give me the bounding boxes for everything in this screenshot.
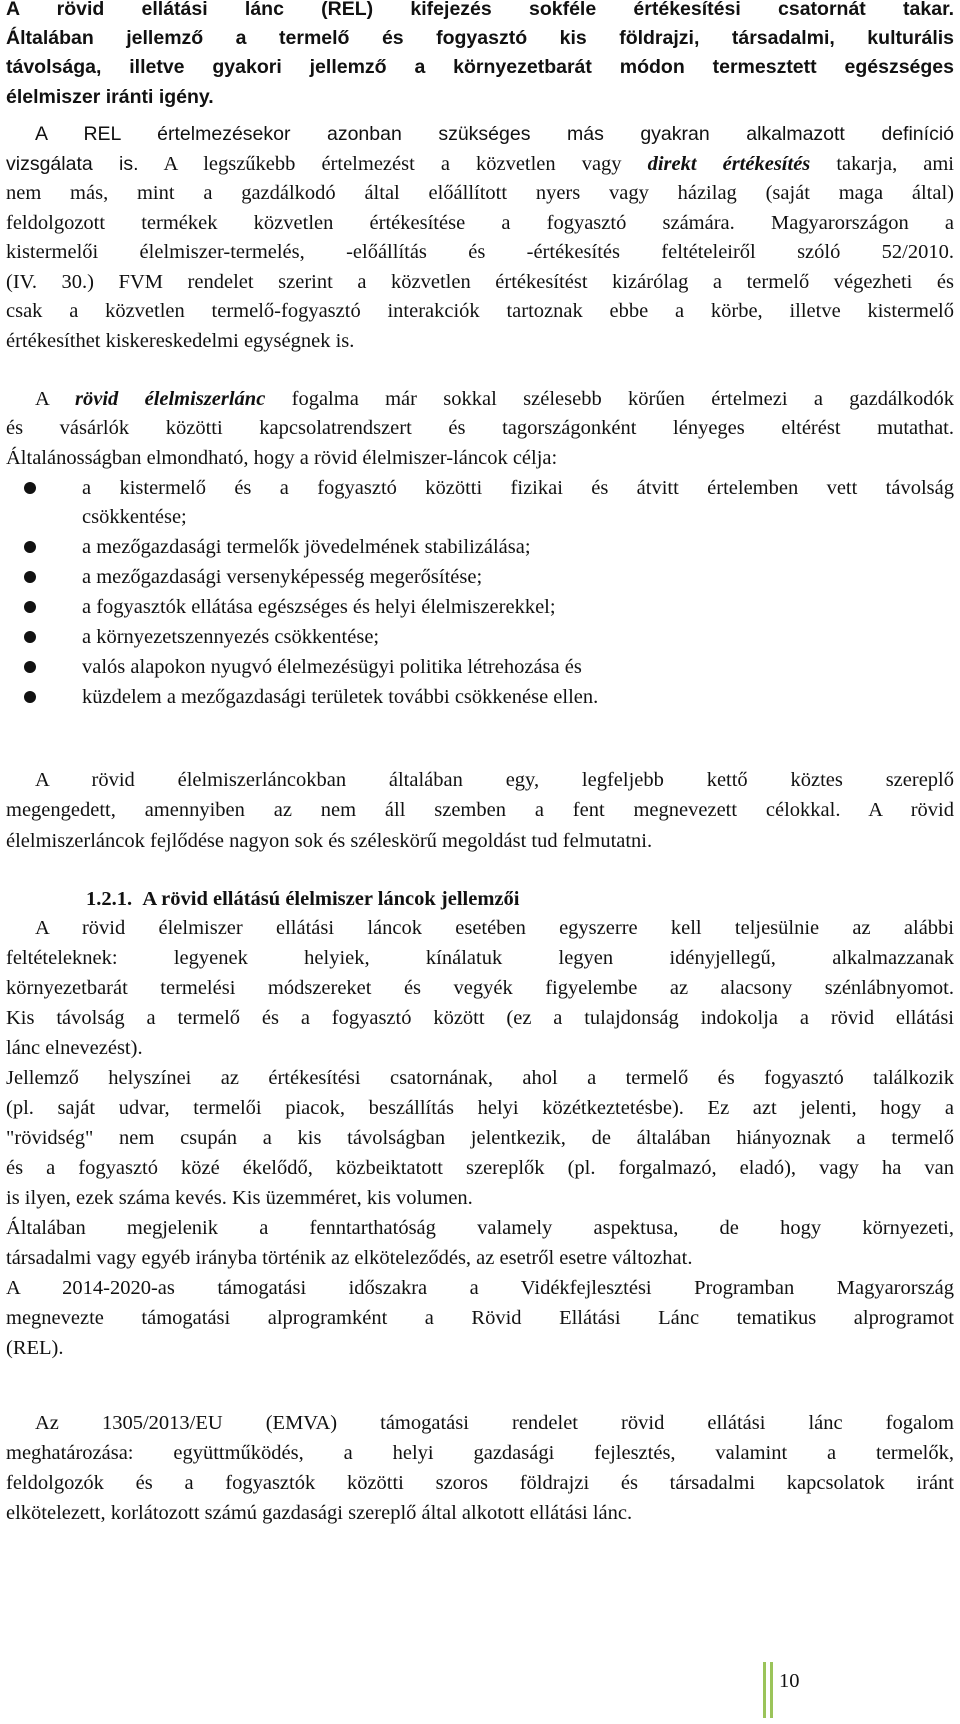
footer-accent-bar <box>763 1662 766 1718</box>
short-chain-line-3: Általánosságban elmondható, hogy a rövid élelmiszer-láncok célja: <box>6 447 558 469</box>
definition-line-4: feldolgozott termékek közvetlen értékesítése a fogyasztó számára. Magyarországon a <box>6 212 954 234</box>
bullet-icon <box>24 661 36 673</box>
list-item-text: a kistermelő és a fogyasztó közötti fizikai és átvitt értelemben vett távolság <box>82 477 954 499</box>
page-number: 10 <box>779 1670 800 1692</box>
list-item-text: csökkentése; <box>82 506 187 528</box>
bullet-icon <box>24 691 36 703</box>
characteristics-line-13: A 2014-2020-as támogatási időszakra a Vidékfejlesztési Programban Magyarország <box>6 1277 954 1299</box>
characteristics-line-15: (REL). <box>6 1337 64 1359</box>
intermediaries-line-2: megengedett, amennyiben az nem áll szemben a fent megnevezett célokkal. A rövid <box>6 799 954 821</box>
short-food-chain-term: rövid élelmiszerlánc <box>75 388 266 410</box>
list-item-continuation <box>6 502 954 532</box>
characteristics-line-14: megnevezte támogatási alprogramként a Rövid Ellátási Lánc tematikus alprogramot <box>6 1307 954 1329</box>
definition-line-5: kistermelői élelmiszer-termelés, -előállítás és -értékesítés feltételeiről szóló 52/2010. <box>6 241 954 263</box>
list-item-text: valós alapokon nyugvó élelmezésügyi politika létrehozása és <box>82 656 582 678</box>
list-item <box>6 473 954 503</box>
bullet-icon <box>24 601 36 613</box>
regulation-line-4: elkötelezett, korlátozott számú gazdasági szereplő által alkotott ellátási lánc. <box>6 1502 633 1524</box>
regulation-line-2: meghatározása: együttműködés, a helyi gazdasági fejlesztés, valamint a termelők, <box>6 1442 954 1464</box>
definition-line-2-middle: A legszűkebb értelmezést a közvetlen vagy <box>138 153 648 175</box>
definition-line-6: (IV. 30.) FVM rendelet szerint a közvetlen értékesítést kizárólag a termelő végezheti és <box>6 271 954 293</box>
section-heading <box>86 884 519 914</box>
short-chain-line-2: és vásárlók közötti kapcsolatrendszert és tagországonként lényeges eltérést mutathat. <box>6 417 954 439</box>
definition-line-2-start: vizsgálata is. <box>6 153 139 175</box>
intro-line-2: Általában jellemző a termelő és fogyasztó kis földrajzi, társadalmi, kulturális <box>6 27 954 49</box>
definition-line-7: csak a közvetlen termelő-fogyasztó interakciók tartoznak ebbe a körbe, illetve kistermelő <box>6 300 954 322</box>
intermediaries-line-1: A rövid élelmiszerláncokban általában egy, legfeljebb kettő köztes szereplő <box>35 769 954 791</box>
section-number: 1.2.1. <box>86 888 133 910</box>
bullet-icon <box>24 631 36 643</box>
list-item-text: a fogyasztók ellátása egészséges és helyi élelmiszerekkel; <box>82 596 556 618</box>
list-item-text: küzdelem a mezőgazdasági területek további csökkenése ellen. <box>82 686 599 708</box>
intermediaries-line-3: élelmiszerláncok fejlődése nagyon sok és széleskörű megoldást tud felmutatni. <box>6 830 653 852</box>
list-item-text: a mezőgazdasági termelők jövedelmének stabilizálása; <box>82 536 531 558</box>
characteristics-line-4: Kis távolság a termelő és a fogyasztó között (ez a tulajdonság indokolja a rövid ellátási <box>6 1007 954 1029</box>
intro-line-1: A rövid ellátási lánc (REL) kifejezés sokféle értékesítési csatornát takar. <box>6 0 954 20</box>
characteristics-line-1: A rövid élelmiszer ellátási láncok esetében egyszerre kell teljesülnie az alábbi <box>35 917 954 939</box>
short-chain-line-1-start: A <box>35 388 75 410</box>
list-item <box>6 592 954 622</box>
definition-line-2 <box>6 149 954 179</box>
characteristics-line-8: "rövidség" nem csupán a kis távolságban jelentkezik, de általában hiányoznak a termelő <box>6 1127 954 1149</box>
characteristics-line-2: feltételeknek: legyenek helyiek, kínálatuk legyen idényjellegű, alkalmazzanak <box>6 947 954 969</box>
list-item <box>6 682 954 712</box>
list-item <box>6 532 954 562</box>
characteristics-line-7: (pl. saját udvar, termelői piacok, beszállítás helyi közétkeztetésbe). Ez azt jelenti, hogy a <box>6 1097 954 1119</box>
characteristics-line-9: és a fogyasztó közé ékelődő, közbeiktatott szereplők (pl. forgalmazó, eladó), vagy ha van <box>6 1157 954 1179</box>
definition-line-8: értékesíthet kiskereskedelmi egységnek is. <box>6 330 355 352</box>
characteristics-line-11: Általában megjelenik a fenntarthatóság valamely aspektusa, de hogy környezeti, <box>6 1217 954 1239</box>
bullet-icon <box>24 482 36 494</box>
definition-line-1: A REL értelmezésekor azonban szükséges más gyakran alkalmazott definíció <box>35 123 954 145</box>
intro-line-3: távolsága, illetve gyakori jellemző a környezetbarát módon termesztett egészséges <box>6 56 954 78</box>
section-title: A rövid ellátású élelmiszer láncok jellemzői <box>142 888 520 910</box>
characteristics-line-12: társadalmi vagy egyéb irányba történik az elköteleződés, az esetről esetre változhat. <box>6 1247 693 1269</box>
characteristics-line-6: Jellemző helyszínei az értékesítési csatornának, ahol a termelő és fogyasztó találkozik <box>6 1067 954 1089</box>
direct-sales-term: direkt értékesítés <box>647 153 811 175</box>
characteristics-line-3: környezetbarát termelési módszereket és vegyék figyelembe az alacsony szénlábnyomot. <box>6 977 954 999</box>
list-item <box>6 652 954 682</box>
footer-accent-bar <box>770 1662 773 1718</box>
regulation-line-1: Az 1305/2013/EU (EMVA) támogatási rendelet rövid ellátási lánc fogalom <box>35 1412 954 1434</box>
bullet-icon <box>24 541 36 553</box>
characteristics-line-5: lánc elnevezést). <box>6 1037 143 1059</box>
intro-line-4: élelmiszer iránti igény. <box>6 86 214 108</box>
definition-line-3: nem más, mint a gazdálkodó által előállított nyers vagy házilag (saját maga által) <box>6 182 954 204</box>
characteristics-line-10: is ilyen, ezek száma kevés. Kis üzemméret, kis volumen. <box>6 1187 473 1209</box>
list-item-text: a környezetszennyezés csökkentése; <box>82 626 380 648</box>
definition-line-2-end: takarja, ami <box>810 153 954 175</box>
list-item-text: a mezőgazdasági versenyképesség megerősítése; <box>82 566 483 588</box>
bullet-icon <box>24 571 36 583</box>
short-chain-line-1 <box>35 384 954 414</box>
list-item <box>6 562 954 592</box>
regulation-line-3: feldolgozók és a fogyasztók közötti szoros földrajzi és társadalmi kapcsolatok iránt <box>6 1472 954 1494</box>
short-chain-line-1-end: fogalma már sokkal szélesebb körűen értelmezi a gazdálkodók <box>265 388 954 410</box>
list-item <box>6 622 954 652</box>
